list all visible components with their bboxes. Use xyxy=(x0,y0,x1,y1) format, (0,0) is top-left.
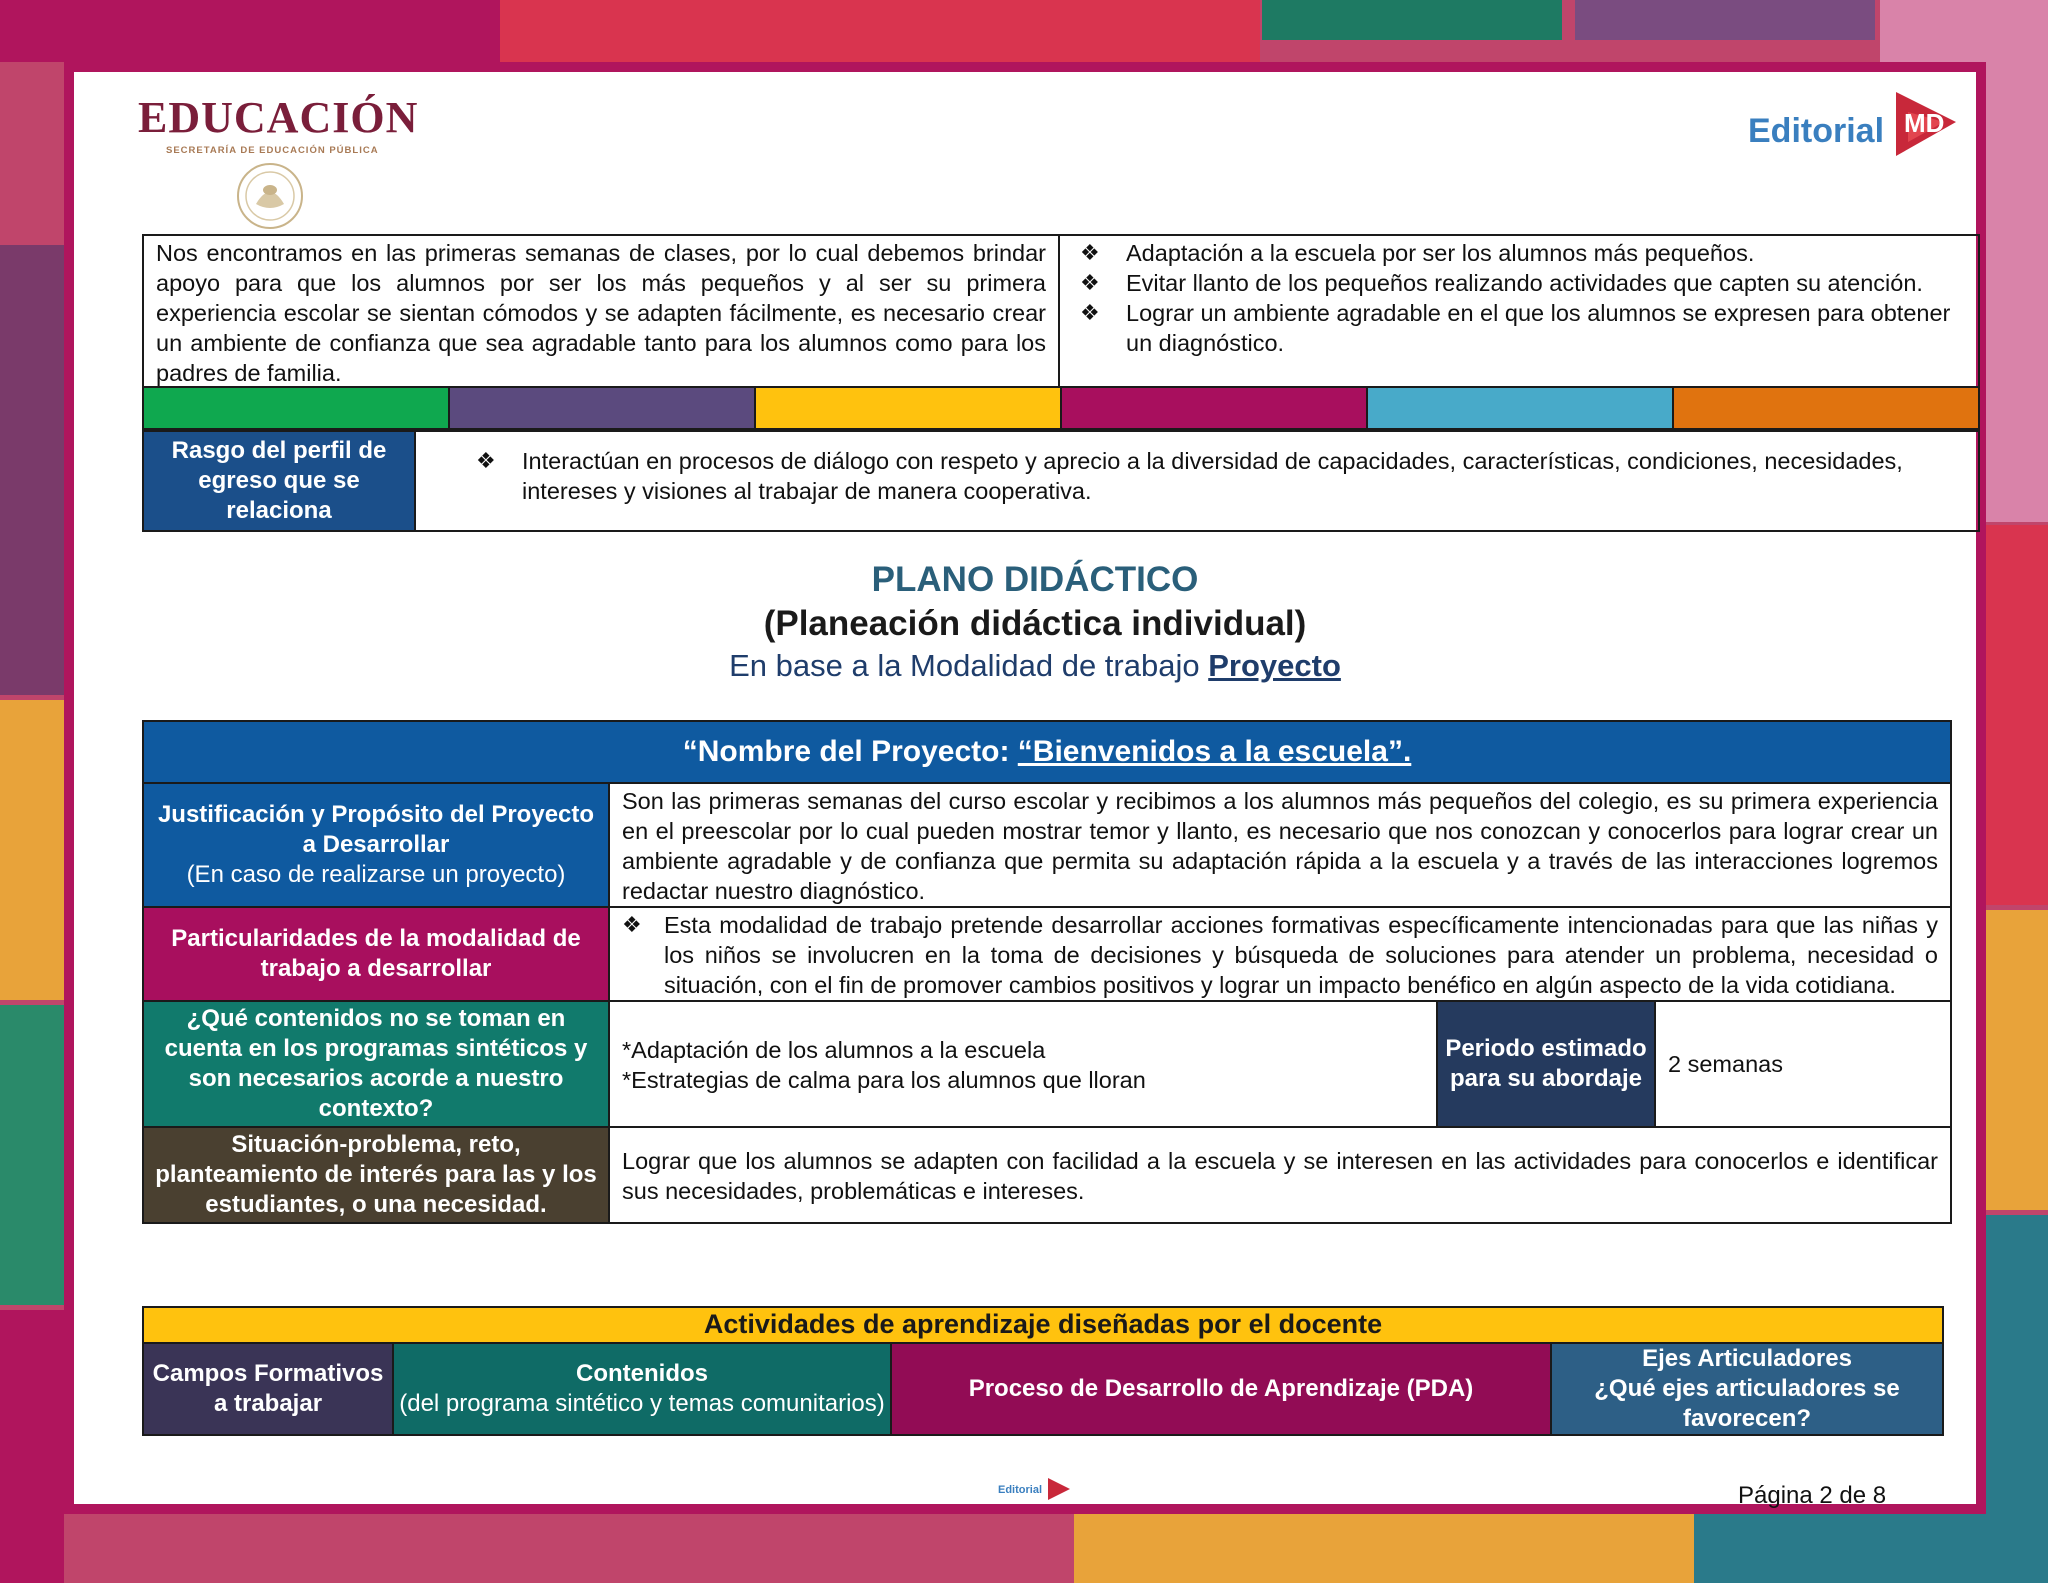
footer-logo: Editorial xyxy=(998,1472,1078,1506)
background-block xyxy=(0,1310,64,1583)
color-swatch xyxy=(756,388,1062,428)
background-block xyxy=(0,0,500,62)
goals-cell xyxy=(1059,235,1979,389)
period-label: Periodo estimado para su abordaje xyxy=(1437,1001,1655,1127)
md-mark-icon xyxy=(1878,82,1958,162)
perfil-label: Rasgo del perfil de egreso que se relaciona xyxy=(143,431,415,531)
context-text: Nos encontramos en las primeras semanas de clases, por lo cual debemos brindar apoyo para que los alumnos por ser los más pequeños y al ser su primera experiencia escolar se sientan cómodos y se adapten fácilmente, es necesario crear un ambiente de confianza que sea agradable tanto para los alumnos como para los padres de familia. xyxy=(143,235,1059,389)
bullet-icon: ❖ xyxy=(1080,300,1100,325)
background-block xyxy=(1986,62,2048,522)
color-swatch xyxy=(450,388,756,428)
goals-list xyxy=(1080,238,1968,358)
project-name: “Nombre del Proyecto: “Bienvenidos a la escuela”. xyxy=(143,721,1951,783)
background-block xyxy=(0,245,64,695)
list-item: ❖ Evitar llanto de los pequeños realizando actividades que capten su atención. xyxy=(1080,270,1923,296)
situation-text: Lograr que los alumnos se adapten con facilidad a la escuela y se interesen en las actividades para conocerlos e identificar sus necesidades, problemáticas e intereses. xyxy=(609,1127,1951,1223)
background-block xyxy=(1575,0,1875,40)
activities-title: Actividades de aprendizaje diseñadas por el docente xyxy=(143,1307,1943,1343)
background-block xyxy=(64,1514,1074,1583)
col-pda: Proceso de Desarrollo de Aprendizaje (PDA) xyxy=(891,1343,1551,1435)
plan-titles xyxy=(74,558,1996,686)
bullet-icon: ❖ xyxy=(1080,240,1100,265)
contents-cell: *Adaptación de los alumnos a la escuela *Estrategias de calma para los alumnos que lloran xyxy=(609,1001,1437,1127)
modality-line: En base a la Modalidad de trabajo Proyecto xyxy=(729,648,1341,683)
document-page xyxy=(64,62,1986,1514)
col-campos: Campos Formativos a trabajar xyxy=(143,1343,393,1435)
particularities-text: Esta modalidad de trabajo pretende desarrollar acciones formativas específicamente intencionadas para que las niñas y los niños se involucren en la toma de decisiones y búsqueda de soluciones para atender un problema, necesidad o situación, con el fin de promover cambios positivos y lograr un impacto benéfico en algún aspecto de la vida cotidiana. xyxy=(664,912,1938,998)
background-block xyxy=(0,1005,64,1305)
bullet-icon: ❖ xyxy=(622,912,642,937)
md-mark-text: MD xyxy=(1904,108,1945,138)
particularities-label: Particularidades de la modalidad de trabajo a desarrollar xyxy=(143,907,609,1001)
bullet-icon: ❖ xyxy=(1080,270,1100,295)
situation-label: Situación-problema, reto, planteamiento de interés para las y los estudiantes, o una necesidad. xyxy=(143,1127,609,1223)
period-value: 2 semanas xyxy=(1655,1001,1951,1127)
sep-logo xyxy=(138,92,418,156)
mexico-seal-icon xyxy=(234,160,306,232)
background-block xyxy=(1262,0,1562,40)
intro-table xyxy=(142,234,1980,390)
sep-subtitle: SECRETARÍA DE EDUCACIÓN PÚBLICA xyxy=(166,145,379,156)
activities-table xyxy=(142,1306,1944,1436)
col-contenidos: Contenidos (del programa sintético y temas comunitarios) xyxy=(393,1343,891,1435)
color-swatch xyxy=(1674,388,1978,428)
background-block xyxy=(1880,0,2048,62)
editorial-md-logo xyxy=(1748,82,1958,162)
perfil-value: Interactúan en procesos de diálogo con respeto y aprecio a la diversidad de capacidades, características, condiciones, necesidades, intereses y visiones al trabajar de manera cooperativa. xyxy=(522,448,1903,504)
list-item xyxy=(622,910,1938,1000)
publisher-name: Editorial xyxy=(1748,112,1885,150)
page-number: Página 2 de 8 xyxy=(1738,1482,1887,1509)
background-block xyxy=(1986,910,2048,1210)
md-mark-icon xyxy=(1044,1476,1070,1502)
perfil-value-cell xyxy=(415,431,1979,531)
background-block xyxy=(0,62,64,242)
page-title: PLANO DIDÁCTICO xyxy=(871,560,1199,599)
project-table xyxy=(142,720,1952,1224)
background-block xyxy=(1986,1215,2048,1583)
background-block xyxy=(1074,1514,1694,1583)
background-block xyxy=(0,700,64,1000)
justification-text: Son las primeras semanas del curso escolar y recibimos a los alumnos más pequeños del colegio, es su primera experiencia en el preescolar por lo cual pueden mostrar temor y llanto, es necesario que nos conozcan y conocerlos para lograr crear un ambiente agradable y de confianza que permita su adaptación rápida a la escuela y a través de las interacciones logremos redactar nuestro diagnóstico. xyxy=(609,783,1951,907)
page-subtitle: (Planeación didáctica individual) xyxy=(763,604,1307,643)
background-block xyxy=(1694,1514,1986,1583)
bullet-icon: ❖ xyxy=(476,448,496,473)
sep-title: EDUCACIÓN xyxy=(138,93,419,142)
color-swatch xyxy=(144,388,450,428)
modality-value: Proyecto xyxy=(1208,648,1341,683)
contents-label: ¿Qué contenidos no se toman en cuenta en los programas sintéticos y son necesarios acorde a nuestro contexto? xyxy=(143,1001,609,1127)
justification-label-cell: Justificación y Propósito del Proyecto a Desarrollar (En caso de realizarse un proyecto) xyxy=(143,783,609,907)
perfil-table xyxy=(142,430,1980,532)
color-swatch xyxy=(1062,388,1368,428)
color-bar xyxy=(142,386,1980,430)
color-swatch xyxy=(1368,388,1674,428)
particularities-cell xyxy=(609,907,1951,1001)
list-item: ❖ Adaptación a la escuela por ser los alumnos más pequeños. xyxy=(1080,240,1755,266)
background-block xyxy=(500,0,1260,62)
list-item xyxy=(476,446,1958,506)
col-ejes: Ejes Articuladores ¿Qué ejes articuladores se favorecen? xyxy=(1551,1343,1943,1435)
list-item: ❖ Lograr un ambiente agradable en el que los alumnos se expresen para obtener un diagnóstico. xyxy=(1080,300,1951,356)
